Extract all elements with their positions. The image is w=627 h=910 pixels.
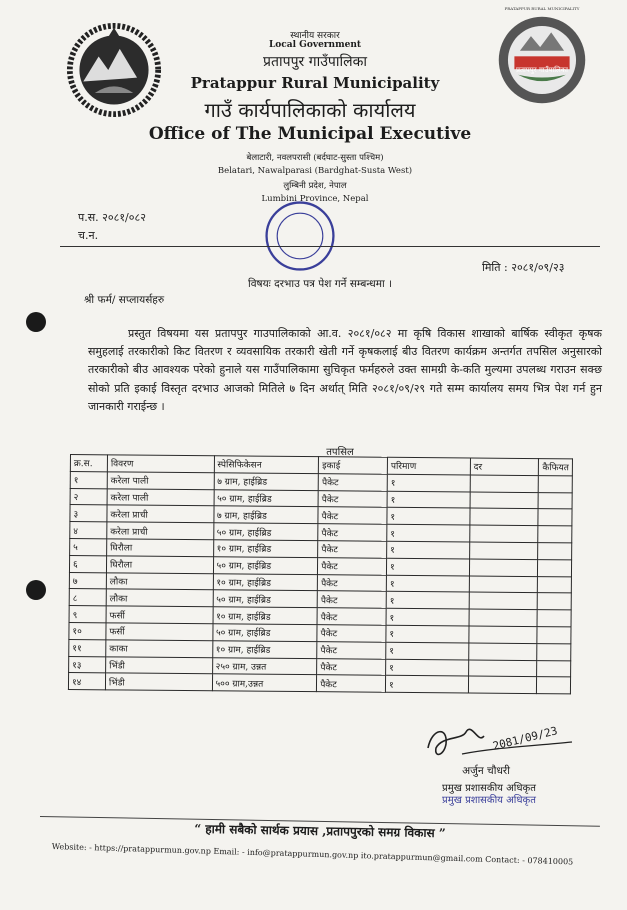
- cell-unit: पैकेट: [318, 507, 387, 524]
- municipality-en: Pratappur Rural Municipality: [190, 74, 440, 92]
- cell-remarks: [537, 610, 571, 627]
- cell-specification: ५०० ग्राम,उन्नत: [212, 674, 317, 692]
- office-np: गाउँ कार्यपालिकाको कार्यालय: [204, 98, 416, 122]
- col-rate: दर: [470, 458, 539, 475]
- cell-quantity: १: [386, 575, 469, 593]
- cell-quantity: १: [385, 676, 468, 694]
- cell-unit: पैकेट: [318, 490, 387, 507]
- cell-unit: पैकेट: [318, 574, 387, 591]
- cell-quantity: १: [387, 508, 470, 526]
- municipality-np: प्रतापपुर गाउँपालिका: [263, 54, 367, 70]
- cell-rate: [468, 676, 537, 693]
- office-stamp: [262, 198, 338, 274]
- cell-rate: [470, 492, 539, 509]
- signatory-name: अर्जुन चौधरी: [462, 765, 510, 777]
- footer-slogan: “ हामी सबैको सार्थक प्रयास ,प्रतापपुरको समग्र विकास ”: [194, 821, 446, 841]
- cell-remarks: [537, 677, 571, 694]
- province-en: Lumbini Province, Nepal: [261, 194, 369, 204]
- cell-unit: पैकेट: [318, 541, 387, 558]
- cell-serial: १: [70, 471, 107, 488]
- cell-rate: [470, 508, 539, 525]
- local-gov-en: Local Government: [268, 40, 362, 50]
- col-description: विवरण: [107, 455, 214, 473]
- cell-description: करेला पाली: [107, 488, 214, 506]
- cell-specification: ७ ग्राम, हाईब्रिड: [214, 473, 319, 491]
- cell-description: घिरौला: [107, 539, 214, 557]
- cell-description: घिरौला: [106, 556, 213, 574]
- cell-remarks: [537, 627, 571, 644]
- cell-quantity: १: [386, 592, 469, 610]
- cell-description: लौका: [106, 572, 213, 590]
- table-row: [68, 673, 570, 694]
- col-remarks: कैफियत: [539, 459, 573, 476]
- cell-quantity: १: [387, 474, 470, 492]
- cell-serial: ४: [70, 522, 107, 539]
- footer-contact: Website: - https://pratappurmun.gov.np Email: - info@pratappurmun.gov.np ito.pratappurmun@gmail.com Contact: - 078410005: [51, 842, 574, 867]
- table-caption: तपसिल: [326, 447, 354, 458]
- dispatch-number: च.न.: [78, 229, 99, 242]
- cell-description: लौका: [106, 589, 213, 607]
- cell-quantity: १: [387, 524, 470, 542]
- punch-hole-bottom: [26, 580, 46, 600]
- cell-remarks: [537, 643, 571, 660]
- letter-body: प्रस्तुत विषयमा यस प्रतापपुर गाउपालिकाको आ.व. २०८१/०८२ मा कृषि विकास शाखाको बार्षिक स्वीकृत कृषक समुहलाई तरकारीको किट वितरण र व्यवसायिक तरकारी खेती गर्ने कृषकलाई बीउ वितरण कार्यक्रम अन्तर्गत तपसिल अनुसारको तरकारीको बीउ आवश्यक परेको हुनाले यस गाउँपालिकामा सुचिकृत फर्महरुले उक्त सामग्री के-कति मुल्यमा उपलब्ध गराउन सक्छ सोको प्रति इकाई विस्तृत दरभाउ आजको मितिले ७ दिन अर्थात् मिति २०८१/०९/२९ गते सम्म कार्यालय समय भित्र पेश गर्न हुन जानकारी गराईन्छ ।: [88, 327, 602, 413]
- cell-description: करेला प्राची: [107, 505, 214, 523]
- addressee: श्री फर्म/ सप्लायर्सहरु: [84, 294, 165, 306]
- cell-rate: [469, 609, 538, 626]
- items-table: [68, 454, 573, 695]
- col-specification: स्पेसिफिकेसन: [214, 456, 319, 474]
- address-np: बेलाटारी, नवलपरासी (बर्दघाट-सुस्ता पश्चिम): [246, 153, 384, 163]
- cell-rate: [468, 643, 537, 660]
- cell-quantity: १: [386, 558, 469, 576]
- cell-serial: ९: [69, 606, 106, 623]
- header-divider: [60, 246, 600, 247]
- cell-rate: [469, 559, 538, 576]
- cell-specification: ५० ग्राम, हाईब्रिड: [214, 489, 319, 507]
- cell-unit: पैकेट: [317, 658, 386, 675]
- province-np: लुम्बिनी प्रदेश, नेपाल: [283, 181, 347, 191]
- cell-rate: [469, 592, 538, 609]
- cell-rate: [468, 660, 537, 677]
- cell-unit: पैकेट: [318, 473, 387, 490]
- cell-description: फर्सी: [106, 606, 213, 624]
- letter-date: मिति : २०८१/०९/२३: [482, 261, 565, 274]
- cell-rate: [470, 475, 539, 492]
- cell-serial: ३: [70, 505, 107, 522]
- cell-unit: पैकेट: [318, 524, 387, 541]
- cell-remarks: [538, 526, 572, 543]
- letter-subject: विषयः दरभाउ पत्र पेश गर्ने सम्बन्धमा ।: [247, 278, 393, 290]
- cell-quantity: १: [387, 541, 470, 559]
- col-unit: इकाई: [319, 457, 388, 474]
- cell-remarks: [538, 593, 572, 610]
- cell-quantity: १: [386, 608, 469, 626]
- col-serial: क्र.स.: [70, 455, 107, 472]
- local-gov-np: स्थानीय सरकार: [290, 31, 340, 41]
- signatory-stamp: प्रमुख प्रशासकीय अधिकृत: [442, 795, 536, 806]
- cell-rate: [469, 626, 538, 643]
- cell-specification: १० ग्राम, हाईब्रिड: [213, 573, 318, 591]
- cell-quantity: १: [386, 625, 469, 643]
- cell-specification: ५० ग्राम, हाईब्रिड: [212, 624, 317, 642]
- cell-remarks: [538, 509, 572, 526]
- cell-unit: पैकेट: [317, 641, 386, 658]
- cell-serial: ६: [69, 555, 106, 572]
- cell-specification: ५० ग्राम, हाईब्रिड: [213, 523, 318, 541]
- cell-description: भिंडी: [106, 656, 213, 674]
- cell-unit: पैकेट: [317, 608, 386, 625]
- signatory-title: प्रमुख प्रशासकीय अधिकृत: [442, 783, 536, 794]
- cell-rate: [469, 576, 538, 593]
- cell-serial: ७: [69, 572, 106, 589]
- cell-remarks: [538, 576, 572, 593]
- cell-serial: २: [70, 488, 107, 505]
- cell-unit: पैकेट: [317, 591, 386, 608]
- cell-remarks: [539, 475, 573, 492]
- cell-quantity: १: [386, 659, 469, 677]
- cell-rate: [469, 542, 538, 559]
- office-en: Office of The Municipal Executive: [148, 124, 472, 144]
- cell-serial: १३: [69, 656, 106, 673]
- cell-serial: ११: [69, 639, 106, 656]
- municipality-logo: [496, 14, 588, 106]
- cell-description: भिंडी: [105, 673, 212, 691]
- reference-number: प.स. २०८१/०८२: [78, 211, 146, 224]
- cell-rate: [469, 525, 538, 542]
- cell-remarks: [537, 660, 571, 677]
- cell-specification: ७ ग्राम, हाईब्रिड: [213, 506, 318, 524]
- cell-serial: ८: [69, 589, 106, 606]
- address-en: Belatari, Nawalparasi (Bardghat-Susta West): [217, 166, 413, 176]
- cell-unit: पैकेट: [318, 557, 387, 574]
- cell-remarks: [538, 559, 572, 576]
- cell-serial: १०: [69, 622, 106, 639]
- cell-unit: पैकेट: [317, 675, 386, 692]
- cell-specification: ५० ग्राम, हाईब्रिड: [213, 557, 318, 575]
- cell-specification: १० ग्राम, हाईब्रिड: [212, 641, 317, 659]
- cell-description: काका: [106, 640, 213, 658]
- cell-unit: पैकेट: [317, 625, 386, 642]
- cell-remarks: [538, 492, 572, 509]
- cell-quantity: १: [386, 642, 469, 660]
- cell-description: करेला प्राची: [107, 522, 214, 540]
- cell-description: करेला पाली: [107, 472, 214, 490]
- municipality-logo-ring-text: PRATAPPUR RURAL MUNICIPALITY: [504, 6, 580, 11]
- signature-date: 2081/09/23: [491, 724, 559, 753]
- cell-specification: १० ग्राम, हाईब्रिड: [213, 607, 318, 625]
- col-quantity: परिमाण: [387, 457, 470, 475]
- cell-quantity: १: [387, 491, 470, 509]
- cell-specification: ५० ग्राम, हाईब्रिड: [213, 590, 318, 608]
- municipality-logo-text: प्रतापपुर गाउँपालिका: [516, 66, 568, 74]
- cell-specification: १० ग्राम, हाईब्रिड: [213, 540, 318, 558]
- cell-serial: ५: [70, 538, 107, 555]
- cell-serial: १४: [68, 673, 105, 690]
- cell-remarks: [538, 543, 572, 560]
- cell-specification: २५० ग्राम, उन्नत: [212, 657, 317, 675]
- cell-description: फर्सी: [106, 623, 213, 641]
- punch-hole-top: [26, 312, 46, 332]
